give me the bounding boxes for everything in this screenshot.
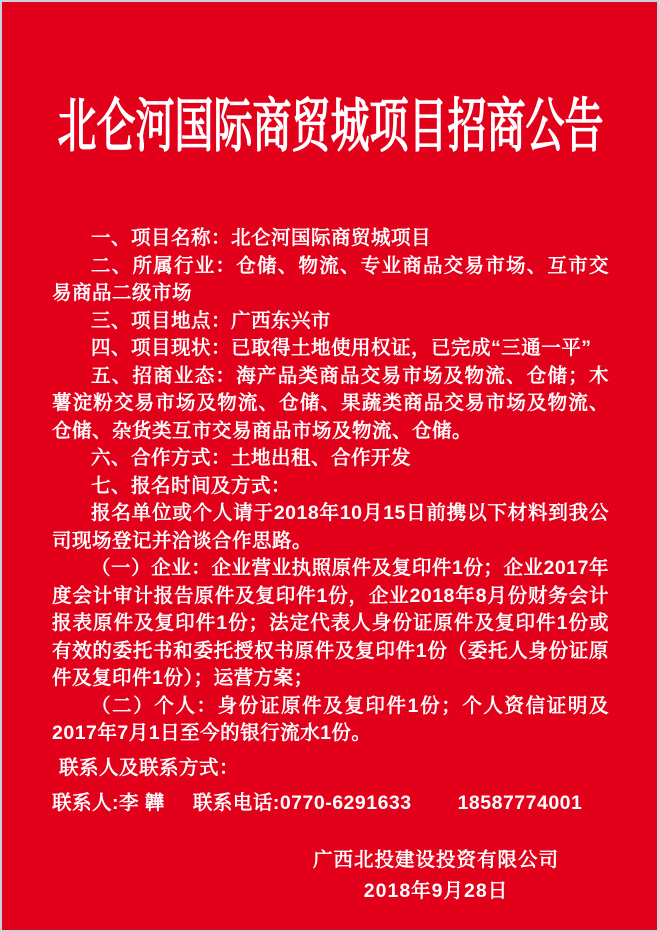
contact-section — [52, 754, 609, 817]
paragraph-industry: 二、所属行业：仓储、物流、专业商品交易市场、互市交易商品二级市场 — [52, 254, 609, 304]
paragraph-individual-materials: （二）个人：身份证原件及复印件1份；个人资信证明及2017年7月1日至今的银行流水1份。 — [52, 694, 609, 744]
contact-heading: 联系人及联系方式： — [59, 756, 240, 779]
signature-date: 2018年9月28日 — [363, 879, 509, 902]
paragraph-registration-heading: 七、报名时间及方式： — [91, 474, 292, 497]
contact-mobile: 18587774001 — [457, 791, 583, 814]
contact-line — [52, 789, 609, 817]
poster-title: 北仑河国际商贸城项目招商公告 — [57, 95, 604, 160]
paragraph-project-name: 一、项目名称：北仑河国际商贸城项目 — [91, 227, 432, 249]
signature-block — [313, 845, 559, 907]
signature-company: 广西北投建设投资有限公司 — [312, 848, 559, 871]
contact-phone: 联系电话:0770-6291633 — [192, 791, 412, 814]
paragraph-enterprise-materials: （一）企业：企业营业执照原件及复印件1份；企业2017年度会计审计报告原件及复印件1份，企业2018年8月份财务会计报表原件及复印件1份；法定代表人身份证原件及复印件1份或有效的委托书和委托授权书原件及复印件1份（委托人身份证原件及复印件1份）；运营方案； — [52, 557, 609, 689]
paragraph-business-types: 五、招商业态：海产品类商品交易市场及物流、仓储；木薯淀粉交易市场及物流、仓储、果蔬类商品交易市场及物流、仓储、杂货类互市交易商品市场及物流、仓储。 — [52, 364, 609, 442]
announcement-body — [52, 225, 609, 748]
contact-person: 联系人:李 韡 — [52, 791, 165, 814]
paragraph-location: 三、项目地点：广西东兴市 — [91, 309, 332, 332]
paragraph-status: 四、项目现状：已取得土地使用权证，已完成“三通一平” — [91, 337, 592, 359]
paragraph-cooperation-mode: 六、合作方式：土地出租、合作开发 — [91, 447, 412, 469]
paragraph-registration-instructions: 报名单位或个人请于2018年10月15日前携以下材料到我公司现场登记并洽谈合作思路。 — [52, 502, 609, 552]
